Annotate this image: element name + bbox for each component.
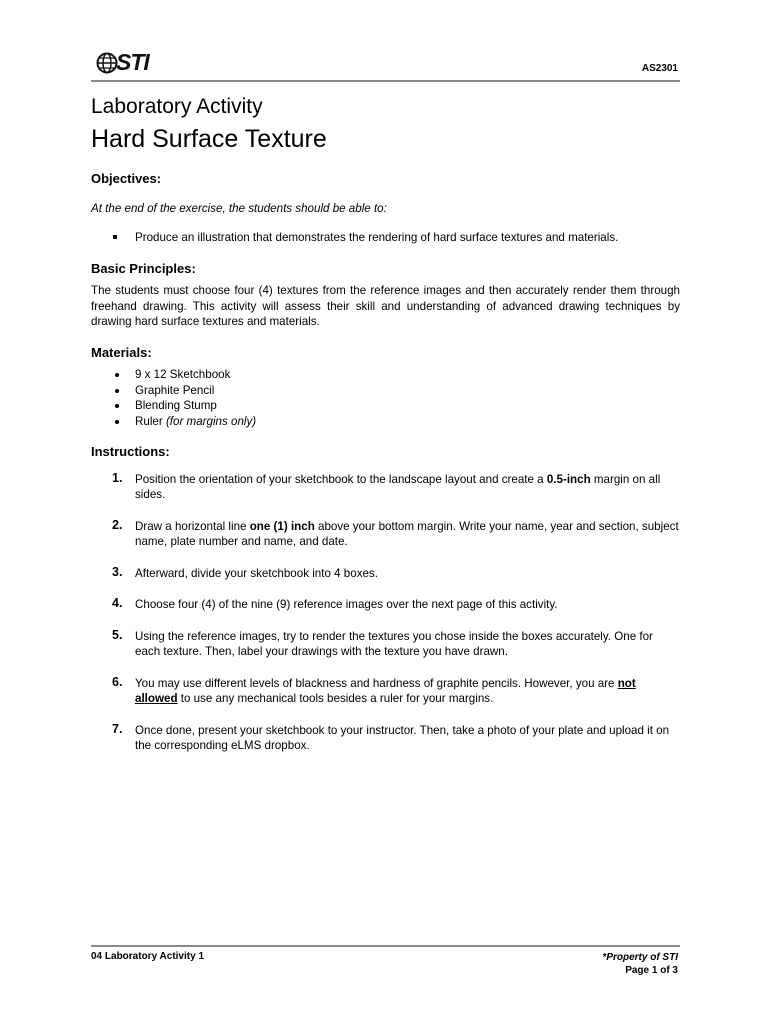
bullet-icon — [115, 373, 119, 377]
instruction-step — [91, 676, 680, 707]
objectives-list — [91, 230, 680, 246]
step-text — [135, 630, 653, 659]
step-text — [135, 473, 660, 502]
step-number: 4. — [112, 596, 123, 610]
materials-heading: Materials: — [91, 344, 152, 360]
list-item — [91, 383, 680, 399]
step-number: 5. — [112, 627, 123, 642]
material-note: (for margins only) — [165, 414, 257, 428]
step-text-segment: Position the orientation of your sketchbook to the landscape layout and create a — [135, 472, 547, 486]
instruction-step — [91, 629, 680, 660]
square-bullet-icon — [113, 235, 117, 239]
bullet-icon — [115, 404, 119, 408]
step-text-segment: above your bottom margin. Write your name, year and section, subject name, plate number and name, and date. — [135, 519, 679, 548]
property-notice: *Property of STI — [602, 952, 678, 963]
footer-divider — [91, 945, 680, 947]
logo-text: STI — [116, 49, 149, 75]
globe-icon — [96, 52, 118, 74]
step-text-segment: Once done, present your sketchbook to your instructor. Then, take a photo of your plate and upload it on the corresponding eLMS dropbox. — [135, 723, 670, 752]
bullet-icon — [115, 389, 119, 393]
instruction-step — [91, 566, 680, 582]
step-text-segment: margin on all sides. — [135, 472, 661, 501]
instructions-list — [91, 472, 680, 754]
bullet-icon — [115, 420, 119, 424]
objectives-intro: At the end of the exercise, the students should be able to: — [91, 201, 387, 215]
materials-list — [91, 367, 680, 429]
list-item — [91, 414, 680, 430]
step-number: 6. — [112, 674, 123, 689]
list-item — [91, 230, 680, 246]
step-number: 3. — [112, 564, 123, 579]
step-number: 1. — [112, 470, 123, 485]
step-text — [135, 724, 669, 753]
step-text-segment: Using the reference images, try to render the textures you chose inside the boxes accurately. One for each texture. Then, label your drawings with the texture you have drawn. — [135, 629, 653, 658]
material-text: Ruler — [135, 414, 166, 428]
instructions-heading: Instructions: — [91, 444, 170, 459]
step-text — [135, 598, 558, 611]
sti-logo — [96, 50, 166, 76]
step-text-segment: not allowed — [135, 676, 636, 705]
list-item — [91, 367, 680, 383]
step-text-segment: one (1) inch — [249, 519, 315, 533]
page-title: Hard Surface Texture — [91, 125, 327, 153]
step-text-segment: Draw a horizontal line — [135, 519, 250, 533]
header-divider — [91, 80, 680, 82]
step-text — [135, 677, 636, 706]
material-text: 9 x 12 Sketchbook — [135, 368, 231, 381]
objectives-heading: Objectives: — [91, 171, 162, 186]
list-item — [91, 398, 680, 414]
instruction-step — [91, 472, 680, 503]
step-number: 7. — [112, 721, 123, 736]
footer-activity-label: 04 Laboratory Activity 1 — [91, 951, 205, 962]
material-text: Graphite Pencil — [135, 383, 215, 397]
objective-text: Produce an illustration that demonstrates the rendering of hard surface textures and materials. — [135, 231, 619, 244]
document-body — [91, 171, 680, 770]
material-text: Blending Stump — [135, 399, 217, 412]
step-text — [135, 567, 378, 580]
step-text — [135, 520, 679, 549]
step-text-segment: to use any mechanical tools besides a ruler for your margins. — [177, 692, 494, 705]
document-code: AS2301 — [641, 63, 678, 74]
page-number: Page 1 of 3 — [625, 965, 678, 976]
instruction-step — [91, 597, 680, 613]
step-number: 2. — [112, 517, 123, 532]
basic-principles-heading: Basic Principles: — [91, 260, 196, 276]
activity-kicker: Laboratory Activity — [91, 95, 263, 118]
step-text-segment: 0.5-inch — [546, 472, 591, 486]
step-text-segment: Choose four (4) of the nine (9) reference images over the next page of this activity. — [135, 598, 558, 611]
step-text-segment: Afterward, divide your sketchbook into 4 boxes. — [135, 566, 378, 580]
basic-principles-text: The students must choose four (4) textures from the reference images and then accurately render them through freehand drawing. This activity will assess their skill and understanding of advanced drawing techniques by drawing hard surface textures and materials. — [91, 284, 680, 328]
step-text-segment: You may use different levels of blackness and hardness of graphite pencils. However, you are — [135, 676, 618, 690]
instruction-step — [91, 723, 680, 754]
footer-right — [602, 951, 678, 977]
instruction-step — [91, 519, 680, 550]
